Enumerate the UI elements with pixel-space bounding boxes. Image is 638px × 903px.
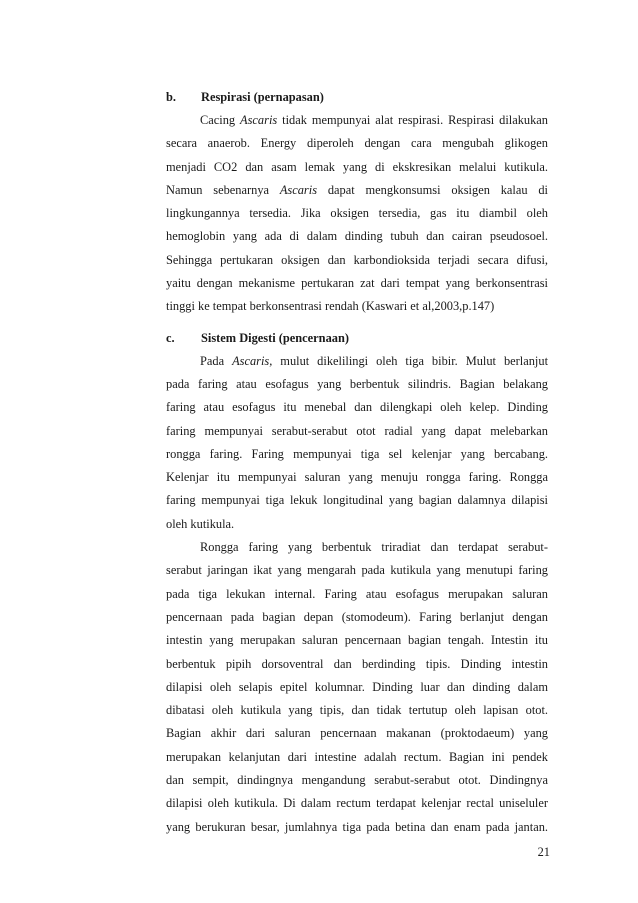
body-text-line (166, 202, 548, 225)
body-text-line (166, 699, 548, 722)
text-run: Kelenjar itu mempunyai saluran yang menuju rongga faring. Rongga (166, 470, 548, 485)
text-run: dilapisi oleh selapis epitel kolumnar. Dinding luar dan dinding dalam (166, 679, 548, 694)
body-text-line (166, 295, 548, 318)
text-run: tinggi ke tempat berkonsentrasi rendah (Kaswari et al,2003,p.147) (166, 299, 495, 314)
body-text-line (166, 466, 548, 489)
text-run: dilapisi oleh kutikula. Di dalam rectum terdapat kelenjar rectal uniseluler (166, 796, 548, 811)
text-run: yang berukuran besar, jumlahnya tiga pada betina dan enam pada jantan. (166, 819, 548, 834)
body-text-line (166, 513, 548, 536)
text-run: Cacing (200, 113, 241, 127)
italic-term: Ascaris (279, 182, 318, 197)
body-text-line (166, 156, 548, 179)
text-run: Namun sebenarnya (166, 182, 280, 197)
text-run: dan sempit, dindingnya mengandung serabut-serabut otot. Dindingnya (166, 773, 548, 788)
text-run: pada tiga lekukan internal. Faring atau esofagus merupakan saluran (166, 586, 548, 601)
body-text-line (166, 420, 548, 443)
text-run: serabut jaringan ikat yang mengarah pada kutikula yang menutupi faring (166, 563, 548, 578)
body-text-line (166, 396, 548, 419)
body-text-line (166, 746, 548, 769)
text-run: berbentuk pipih dorsoventral dan berdinding tipis. Dinding intestin (166, 656, 548, 671)
text-run: merupakan kelanjutan dari intestine adalah rectum. Bagian ini pendek (166, 749, 548, 764)
body-text-line (166, 583, 548, 606)
body-text-line (166, 249, 548, 272)
text-run: Bagian akhir dari saluran pencernaan makanan (proktodaeum) yang (166, 726, 548, 741)
body-text-line (166, 443, 548, 466)
text-run: yaitu dengan mekanisme pertukaran zat dari tempat yang berkonsentrasi (166, 276, 548, 291)
body-text-line (166, 536, 548, 559)
text-run: oleh kutikula. (166, 516, 235, 531)
section-heading (166, 86, 548, 109)
body-text-line (166, 559, 548, 582)
text-run: Sehingga pertukaran oksigen dan karbondioksida terjadi secara difusi, (166, 252, 548, 267)
text-run: Rongga faring yang berbentuk triradiat dan terdapat serabut- (200, 540, 548, 555)
body-text-line (166, 629, 548, 652)
text-run: tidak mempunyai alat respirasi. Respirasi dilakukan (277, 113, 548, 127)
section-letter: b. (166, 90, 176, 104)
section-letter: c. (166, 330, 175, 345)
text-run: dapat mengkonsumsi oksigen kalau di (317, 182, 548, 197)
body-text-line (166, 792, 548, 815)
text-run: pada faring atau esofagus yang berbentuk silindris. Bagian belakang (166, 376, 548, 391)
text-run: rongga faring. Faring mempunyai tiga sel kelenjar yang bercabang. (166, 446, 548, 461)
text-run: hemoglobin yang ada di dalam dinding tubuh dan cairan pseudosoel. (166, 229, 548, 244)
section-title: Respirasi (pernapasan) (201, 90, 324, 104)
text-run: Pada (200, 353, 233, 368)
body-text-line (166, 132, 548, 155)
body-text-line (166, 606, 548, 629)
body-text-line (166, 272, 548, 295)
text-run: lingkungannya tersedia. Jika oksigen tersedia, gas itu diambil oleh (166, 206, 548, 221)
page-number: 21 (537, 845, 550, 859)
text-run: secara anaerob. Energy diperoleh dengan cara mengubah glikogen (166, 136, 548, 151)
section-title: Sistem Digesti (pencernaan) (201, 330, 349, 345)
body-text-line (166, 769, 548, 792)
body-text-line (166, 722, 548, 745)
text-run: intestin yang merupakan saluran pencernaan bagian tengah. Intestin itu (166, 633, 548, 648)
text-run: faring mempunyai tiga lekuk longitudinal yang bagian dalamnya dilapisi (166, 493, 548, 508)
text-run: dibatasi oleh kutikula yang tipis, dan tidak tertutup oleh lapisan otot. (166, 703, 548, 718)
italic-term: Ascaris (240, 113, 278, 127)
text-run: menjadi CO2 dan asam lemak yang di ekskresikan melalui kutikula. (166, 159, 548, 174)
body-text-line (166, 350, 548, 373)
document-body (166, 86, 548, 839)
body-text-line (166, 653, 548, 676)
body-text-line (166, 373, 548, 396)
italic-term: Ascaris, (232, 353, 273, 368)
text-run: faring atau esofagus itu menebal dan dilengkapi oleh kelep. Dinding (166, 400, 548, 415)
text-run: faring mempunyai serabut-serabut otot radial yang dapat melebarkan (166, 423, 548, 438)
text-run: pencernaan pada bagian depan (stomodeum). Faring berlanjut dengan (166, 609, 548, 624)
body-text-line (166, 489, 548, 512)
body-text-line (166, 816, 548, 839)
body-text-line (166, 225, 548, 248)
body-text-line (166, 109, 548, 132)
text-run: mulut dikelilingi oleh tiga bibir. Mulut berlanjut (272, 353, 549, 368)
body-text-line (166, 179, 548, 202)
section-heading (166, 327, 548, 350)
body-text-line (166, 676, 548, 699)
